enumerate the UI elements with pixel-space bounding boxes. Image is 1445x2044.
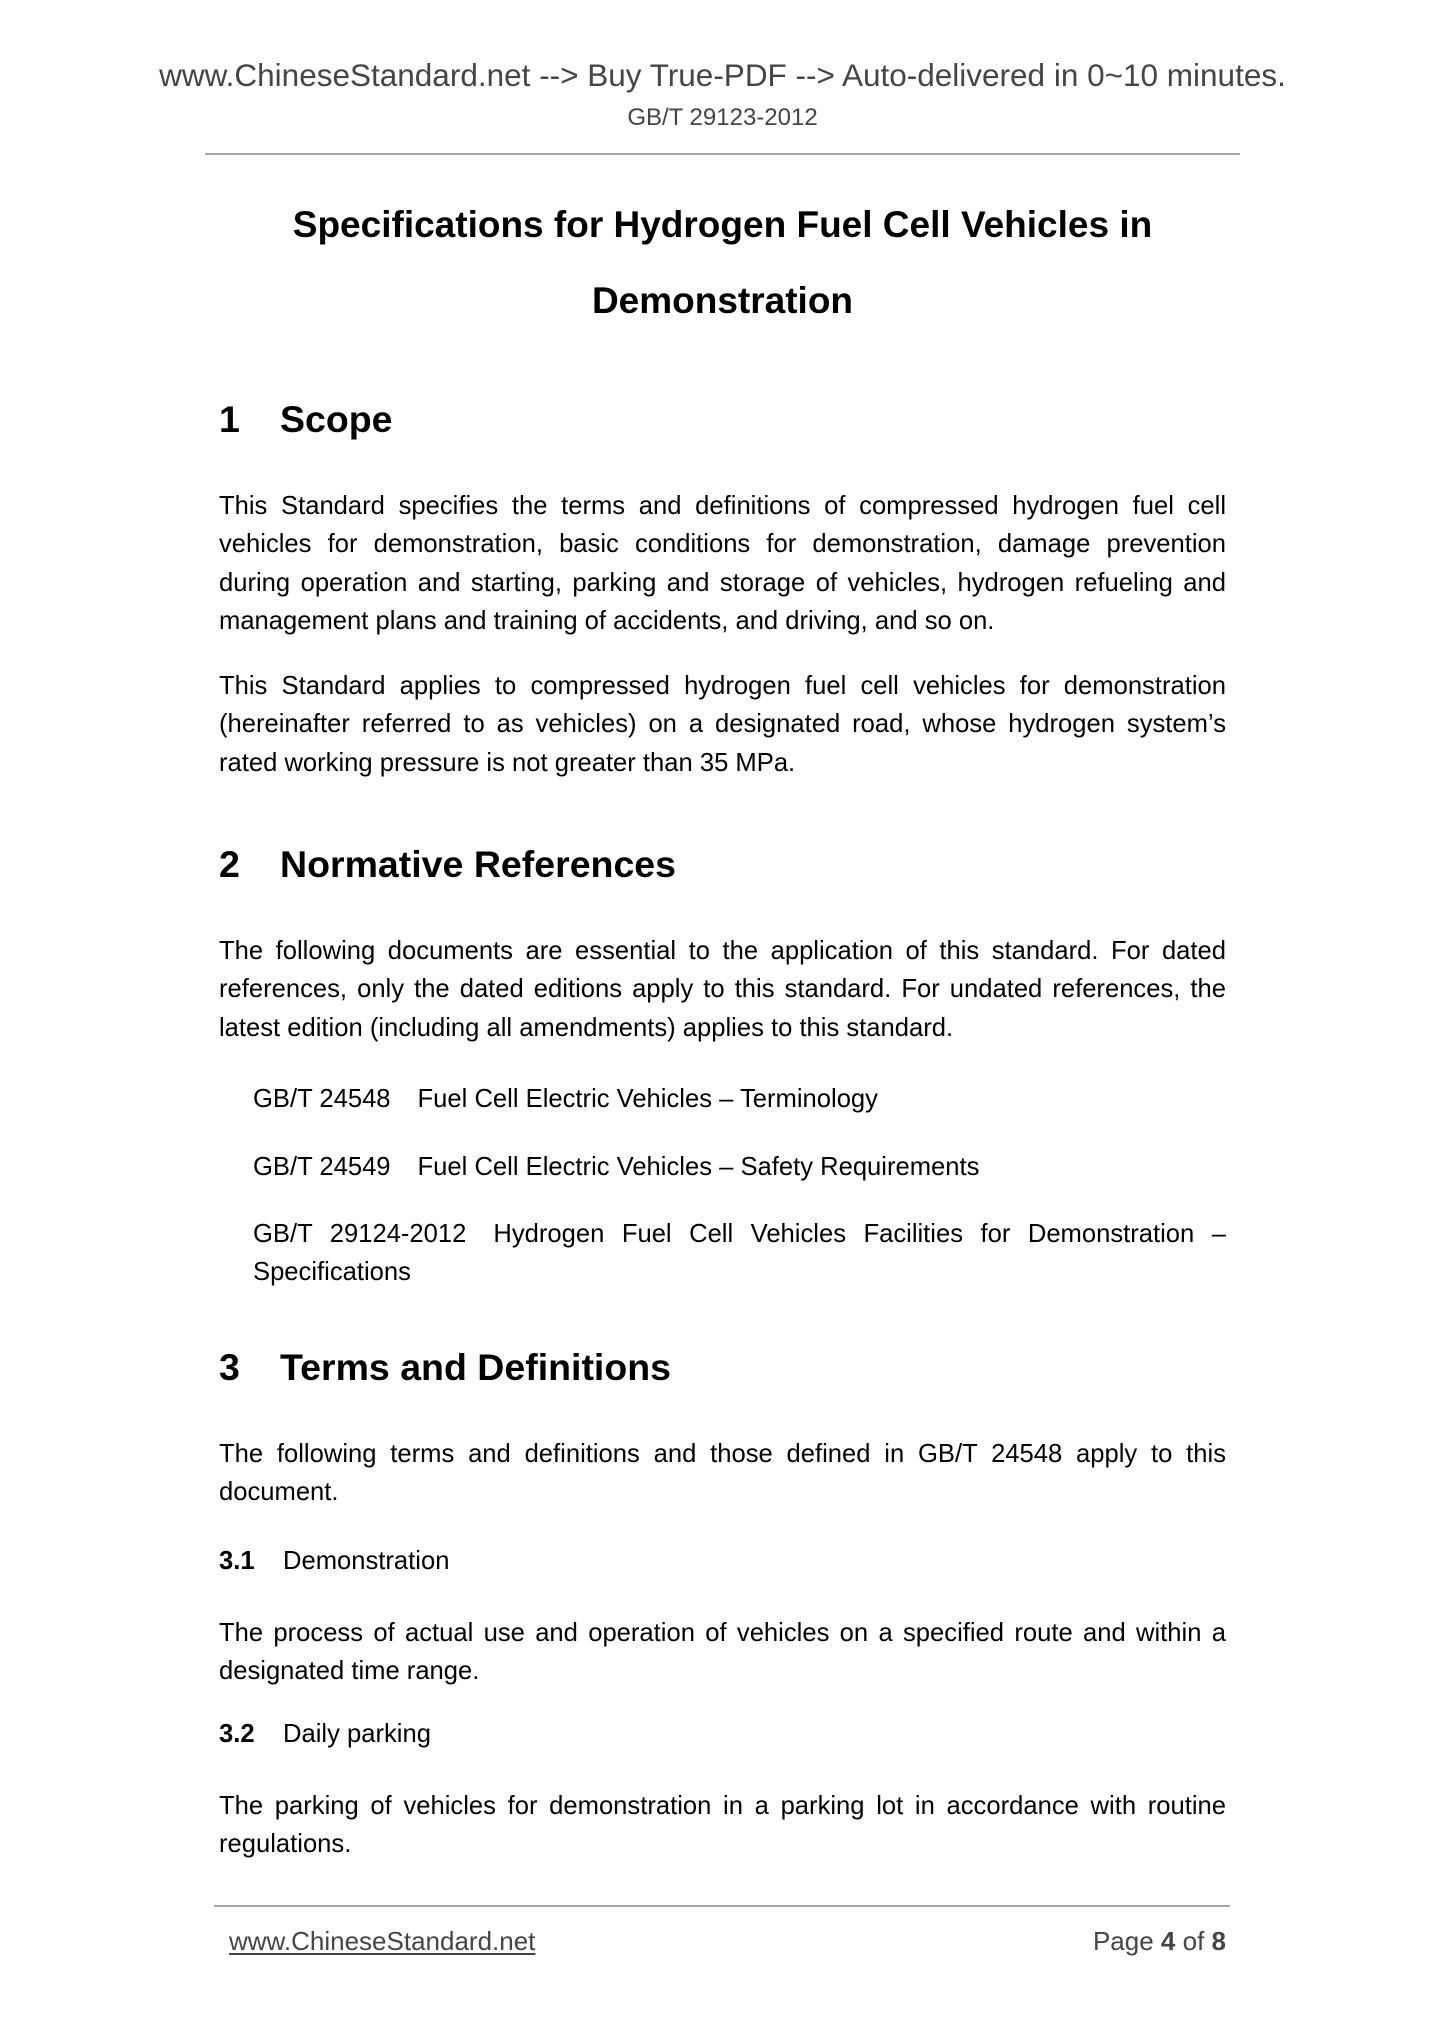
title-line-1: Specifications for Hydrogen Fuel Cell Vehicles in: [292, 204, 1153, 245]
page-current: 4: [1160, 1926, 1176, 1956]
term-heading: [219, 1547, 449, 1576]
document-title: [219, 187, 1226, 339]
term-name: Daily parking: [283, 1720, 431, 1748]
section-title: Normative References: [280, 843, 677, 885]
term-name: Demonstration: [283, 1547, 450, 1575]
paragraph: The following documents are essential to the application of this standard. For dated references, only the dated editions apply to this standard. For undated references, the latest edition (including all amendments) applies to this standard.: [219, 937, 1226, 1042]
term-number: 3.1: [219, 1547, 255, 1575]
reference-title: Hydrogen Fuel Cell Vehicles Facilities for Demonstration – Specifications: [253, 1220, 1226, 1287]
section-number: 3: [219, 1346, 240, 1388]
page-total: 8: [1211, 1926, 1226, 1956]
reference-code: GB/T 29124-2012: [253, 1220, 467, 1248]
header-banner: www.ChineseStandard.net --> Buy True-PDF --> Auto-delivered in 0~10 minutes.: [159, 57, 1286, 93]
paragraph: The following terms and definitions and those defined in GB/T 24548 apply to this document.: [219, 1440, 1226, 1507]
title-line-2: Demonstration: [591, 280, 854, 321]
reference-item: [253, 1215, 1226, 1292]
section-number: 1: [219, 398, 240, 440]
term-heading: [219, 1720, 431, 1749]
page-number: [1093, 1926, 1226, 1957]
reference-title: Fuel Cell Electric Vehicles – Terminology: [417, 1085, 878, 1113]
page-prefix: Page: [1092, 1926, 1154, 1956]
header-divider: [205, 153, 1240, 155]
paragraph: This Standard specifies the terms and definitions of compressed hydrogen fuel cell vehicles for demonstration, basic conditions for demonstration, damage prevention during operation and starting, parking and storage of vehicles, hydrogen refueling and management plans and training of accidents, and driving, and so on.: [219, 492, 1226, 635]
header-standard-code: GB/T 29123-2012: [627, 104, 818, 131]
term-definition: The process of actual use and operation of vehicles on a specified route and within a designated time range.: [219, 1619, 1226, 1686]
reference-item: [253, 1080, 1226, 1118]
reference-code: GB/T 24549: [253, 1153, 391, 1181]
term-number: 3.2: [219, 1720, 255, 1748]
section-title: Scope: [280, 398, 393, 440]
reference-title: Fuel Cell Electric Vehicles – Safety Requirements: [417, 1153, 980, 1181]
reference-code: GB/T 24548: [253, 1085, 391, 1113]
section-heading-terms-definitions: [219, 1346, 671, 1389]
section-number: 2: [219, 843, 240, 885]
reference-item: [253, 1148, 1226, 1186]
section-heading-scope: [219, 398, 393, 441]
section-heading-normative-references: [219, 843, 676, 886]
paragraph: This Standard applies to compressed hydrogen fuel cell vehicles for demonstration (hereinafter referred to as vehicles) on a designated road, whose hydrogen system’s rated working pressure is not greater than 35 MPa.: [219, 672, 1226, 777]
term-definition: The parking of vehicles for demonstration in a parking lot in accordance with routine regulations.: [219, 1792, 1226, 1859]
footer-divider: [214, 1905, 1230, 1907]
section-title: Terms and Definitions: [280, 1346, 672, 1388]
page-of: of: [1182, 1926, 1205, 1956]
footer-site-link[interactable]: www.ChineseStandard.net: [229, 1926, 536, 1956]
